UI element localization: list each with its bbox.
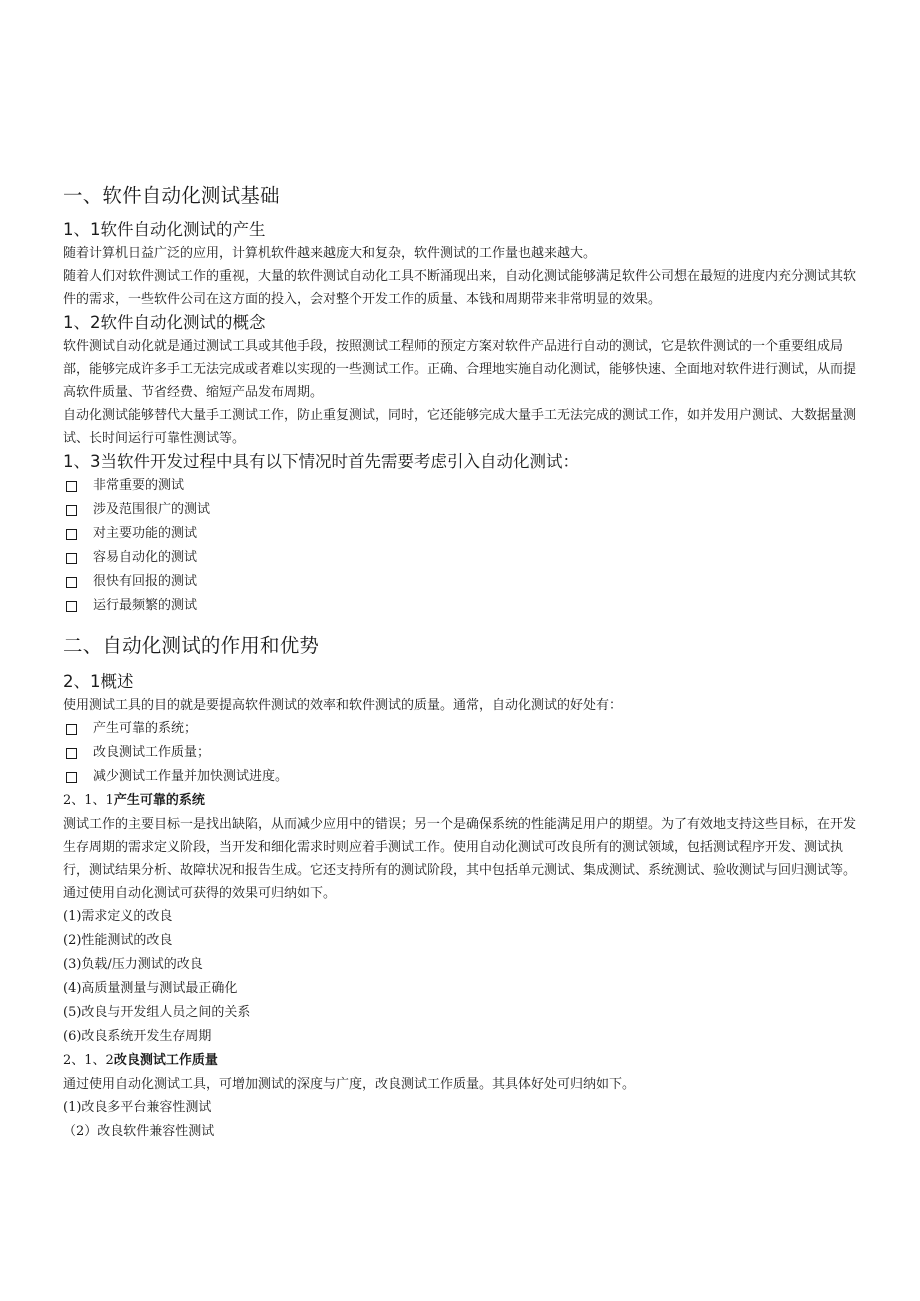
document-page [63, 178, 863, 1144]
paragraph: 通过使用自动化测试工具，可增加测试的深度与广度，改良测试工作质量。其具体好处可归纳如下。 [63, 1077, 636, 1092]
square-bullet-icon [66, 553, 77, 564]
numbered-item: (6)改良系统开发生存周期 [63, 1029, 212, 1044]
list-item [63, 594, 863, 618]
numbered-item: （2）改良软件兼容性测试 [63, 1124, 215, 1139]
list-item-label: 很快有回报的测试 [93, 574, 198, 589]
list-item [63, 570, 863, 594]
list-item-label: 运行最频繁的测试 [93, 598, 198, 613]
checkbox-list [63, 717, 863, 789]
checkbox-list [63, 474, 863, 618]
list-item-label: 涉及范围很广的测试 [93, 502, 211, 517]
square-bullet-icon [66, 505, 77, 516]
paragraph: 软件测试自动化就是通过测试工具或其他手段，按照测试工程师的预定方案对软件产品进行自动的测试，它是软件测试的一个重要组成局部，能够完成许多手工无法完成或者难以实现的一些测试工作。正确、合理地实施自动化测试，能够快速、全面地对软件进行测试，从而提高软件质量、节省经费、缩短产品发布周期。 [63, 339, 857, 400]
paragraph: 自动化测试能够替代大量手工测试工作，防止重复测试，同时，它还能够完成大量手工无法完成的测试工作，如并发用户测试、大数据量测试、长时间运行可靠性测试等。 [63, 408, 857, 446]
section-1-2-heading: 1、2软件自动化测试的概念 [63, 313, 266, 332]
square-bullet-icon [66, 529, 77, 540]
list-item-label: 改良测试工作质量； [93, 745, 211, 760]
square-bullet-icon [66, 481, 77, 492]
list-item [63, 765, 863, 789]
list-item [63, 546, 863, 570]
paragraph: 使用测试工具的目的就是要提高软件测试的效率和软件测试的质量。通常，自动化测试的好处有： [63, 698, 623, 713]
list-item [63, 741, 863, 765]
paragraph: 随着计算机日益广泛的应用，计算机软件越来越庞大和复杂，软件测试的工作量也越来越大。 [63, 246, 597, 261]
square-bullet-icon [66, 577, 77, 588]
section-2-1-heading: 2、1概述 [63, 672, 134, 691]
heading-title: 改良测试工作质量 [113, 1053, 218, 1068]
paragraph: 通过使用自动化测试可获得的效果可归纳如下。 [63, 886, 337, 901]
list-item [63, 498, 863, 522]
numbered-item: (1)需求定义的改良 [63, 909, 173, 924]
list-item [63, 717, 863, 741]
list-item-label: 容易自动化的测试 [93, 550, 198, 565]
numbered-item: (4)高质量测量与测试最正确化 [63, 981, 238, 996]
paragraph: 随着人们对软件测试工作的重视，大量的软件测试自动化工具不断涌现出来，自动化测试能够满足软件公司想在最短的进度内充分测试其软件的需求，一些软件公司在这方面的投入，会对整个开发工作的质量、本钱和周期带来非常明显的效果。 [63, 269, 857, 307]
section-1-1-heading: 1、1软件自动化测试的产生 [63, 220, 266, 239]
section-1-3-heading: 1、3当软件开发过程中具有以下情况时首先需要考虑引入自动化测试： [63, 452, 579, 471]
heading-title: 产生可靠的系统 [113, 793, 205, 808]
list-item-label: 减少测试工作量并加快测试进度。 [93, 769, 289, 784]
list-item-label: 产生可靠的系统； [93, 721, 198, 736]
list-item-label: 非常重要的测试 [93, 478, 185, 493]
section-2-1-2-heading [63, 1049, 863, 1073]
section-1-heading: 一、软件自动化测试基础 [63, 184, 280, 207]
square-bullet-icon [66, 724, 77, 735]
square-bullet-icon [66, 772, 77, 783]
section-2-1-1-heading [63, 789, 863, 813]
numbered-item: (2)性能测试的改良 [63, 933, 173, 948]
list-item [63, 474, 863, 498]
numbered-item: (3)负载/压力测试的改良 [63, 957, 203, 972]
square-bullet-icon [66, 601, 77, 612]
section-2-heading: 二、自动化测试的作用和优势 [63, 634, 320, 657]
heading-number: 2、1、2 [63, 1053, 114, 1068]
heading-number: 2、1、1 [63, 793, 114, 808]
numbered-item: (5)改良与开发组人员之间的关系 [63, 1005, 251, 1020]
list-item-label: 对主要功能的测试 [93, 526, 198, 541]
list-item [63, 522, 863, 546]
numbered-item: (1)改良多平台兼容性测试 [63, 1100, 212, 1115]
paragraph: 测试工作的主要目标一是找出缺陷，从而减少应用中的错误；另一个是确保系统的性能满足用户的期望。为了有效地支持这些目标，在开发生存周期的需求定义阶段，当开发和细化需求时则应着手测试工作。使用自动化测试可改良所有的测试领域，包括测试程序开发、测试执行，测试结果分析、故障状况和报告生成。它还支持所有的测试阶段，其中包括单元测试、集成测试、系统测试、验收测试与回归测试等。 [63, 817, 857, 878]
square-bullet-icon [66, 748, 77, 759]
